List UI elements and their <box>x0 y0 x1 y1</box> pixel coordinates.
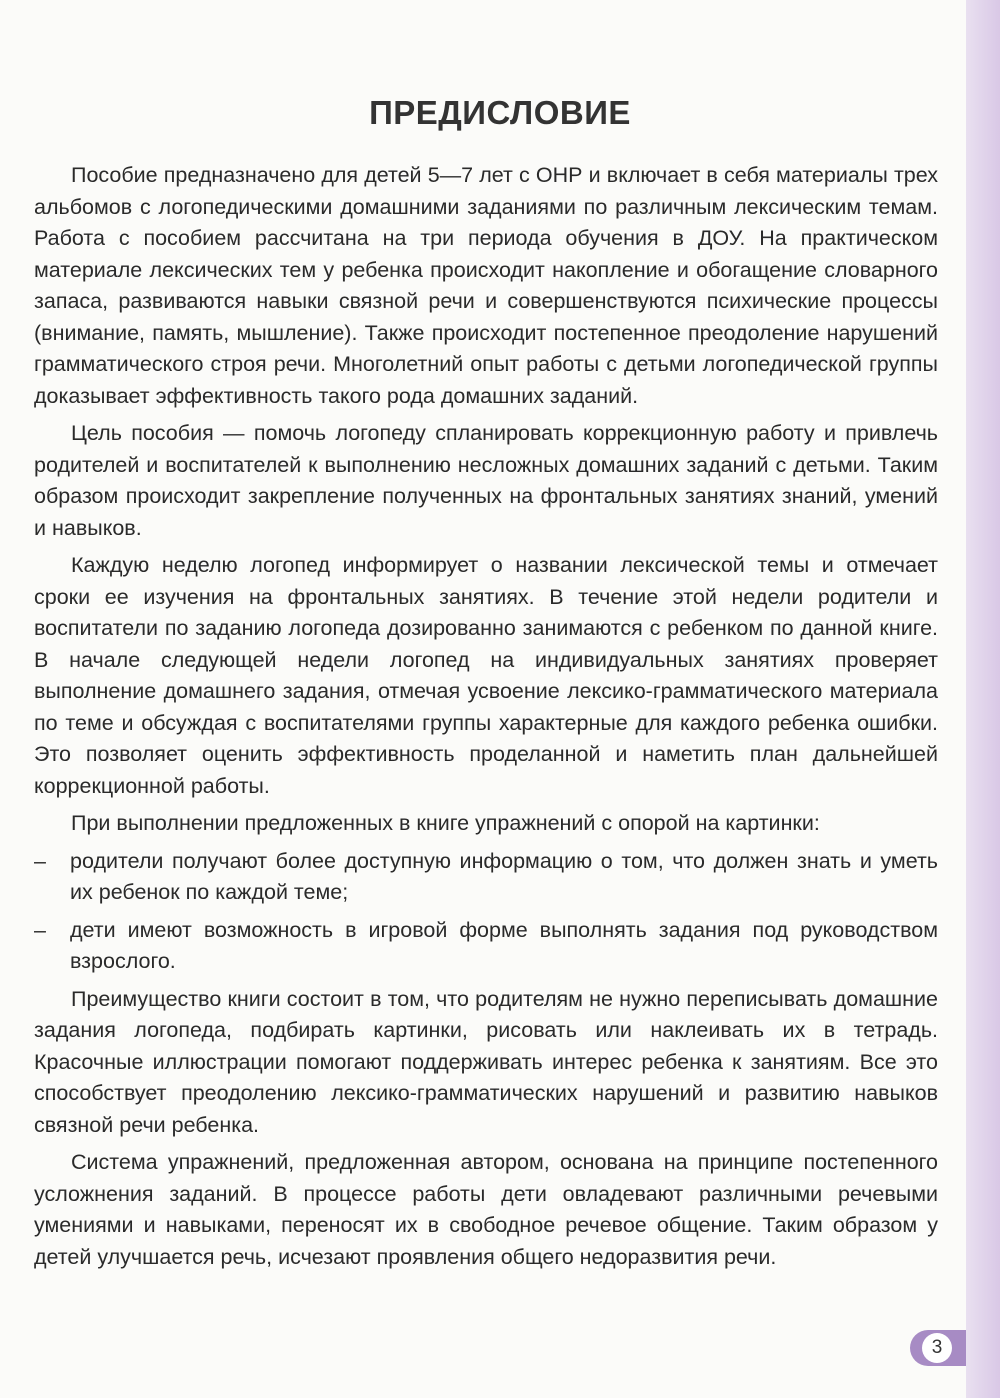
paragraph-intro: Пособие предназначено для детей 5—7 лет с ОНР и включает в себя материалы трех альбомов с логопедическими домашними заданиями по различным лексическим темам. Работа с пособием рассчитана на три периода обучения в ДОУ. На практическом материале лексических тем у ребенка происходит накопление и обогащение словарного запаса, развиваются навыки связной речи и совершенствуются психические процессы (внимание, память, мышление). Также происходит постепенное преодоление нарушений грамматического строя речи. Многолетний опыт работы с детьми логопедической группы доказывает эффективность такого рода домашних заданий. <box>34 163 938 408</box>
list-item <box>34 846 938 909</box>
body-text <box>34 160 938 1279</box>
page-number-tab <box>910 1330 966 1366</box>
paragraph-advantage: Преимущество книги состоит в том, что родителям не нужно переписывать домашние задания логопеда, подбирать картинки, рисовать или наклеивать их в тетрадь. Красочные иллюстрации помогают поддерживать интерес ребенка к занятиям. Все это способствует преодолению лексико-грамматических нарушений и развитию навыков связной речи ребенка. <box>34 986 938 1137</box>
list-item-text: родители получают более доступную информацию о том, что должен знать и уметь их ребенок по каждой теме; <box>70 848 938 904</box>
list-dash: – <box>34 848 46 873</box>
page-number: 3 <box>922 1333 952 1363</box>
list-item <box>34 915 938 978</box>
paragraph-system: Система упражнений, предложенная автором, основана на принципе постепенного усложнения заданий. В процессе работы дети овладевают различными речевыми умениями и навыками, переносят их в свободное речевое общение. Таким образом у детей улучшается речь, исчезают проявления общего недоразвития речи. <box>34 1150 938 1269</box>
paragraph-list-lead: При выполнении предложенных в книге упражнений с опорой на картинки: <box>71 811 820 835</box>
list-item-text: дети имеют возможность в игровой форме выполнять задания под руководством взрослого. <box>70 917 938 973</box>
benefits-list <box>34 846 938 978</box>
right-edge-band <box>966 0 1000 1398</box>
paragraph-weekly: Каждую неделю логопед информирует о названии лексической темы и отмечает сроки ее изучения на фронтальных занятиях. В течение этой недели родители и воспитатели по заданию логопеда дозированно занимаются с ребенком по данной книге. В начале следующей недели логопед на индивидуальных занятиях проверяет выполнение домашнего задания, отмечая усвоение лексико-грамматического материала по теме и обсуждая с воспитателями группы характерные для каждого ребенка ошибки. Это позволяет оценить эффективность проделанной и наметить план дальнейшей коррекционной работы. <box>34 553 938 798</box>
paragraph-goal: Цель пособия — помочь логопеду спланировать коррекционную работу и привлечь родителей и воспитателей к выполнению несложных домашних заданий с детьми. Таким образом происходит закрепление полученных на фронтальных занятиях знаний, умений и навыков. <box>34 421 938 540</box>
list-dash: – <box>34 917 46 942</box>
page-title: ПРЕДИСЛОВИЕ <box>369 94 631 131</box>
